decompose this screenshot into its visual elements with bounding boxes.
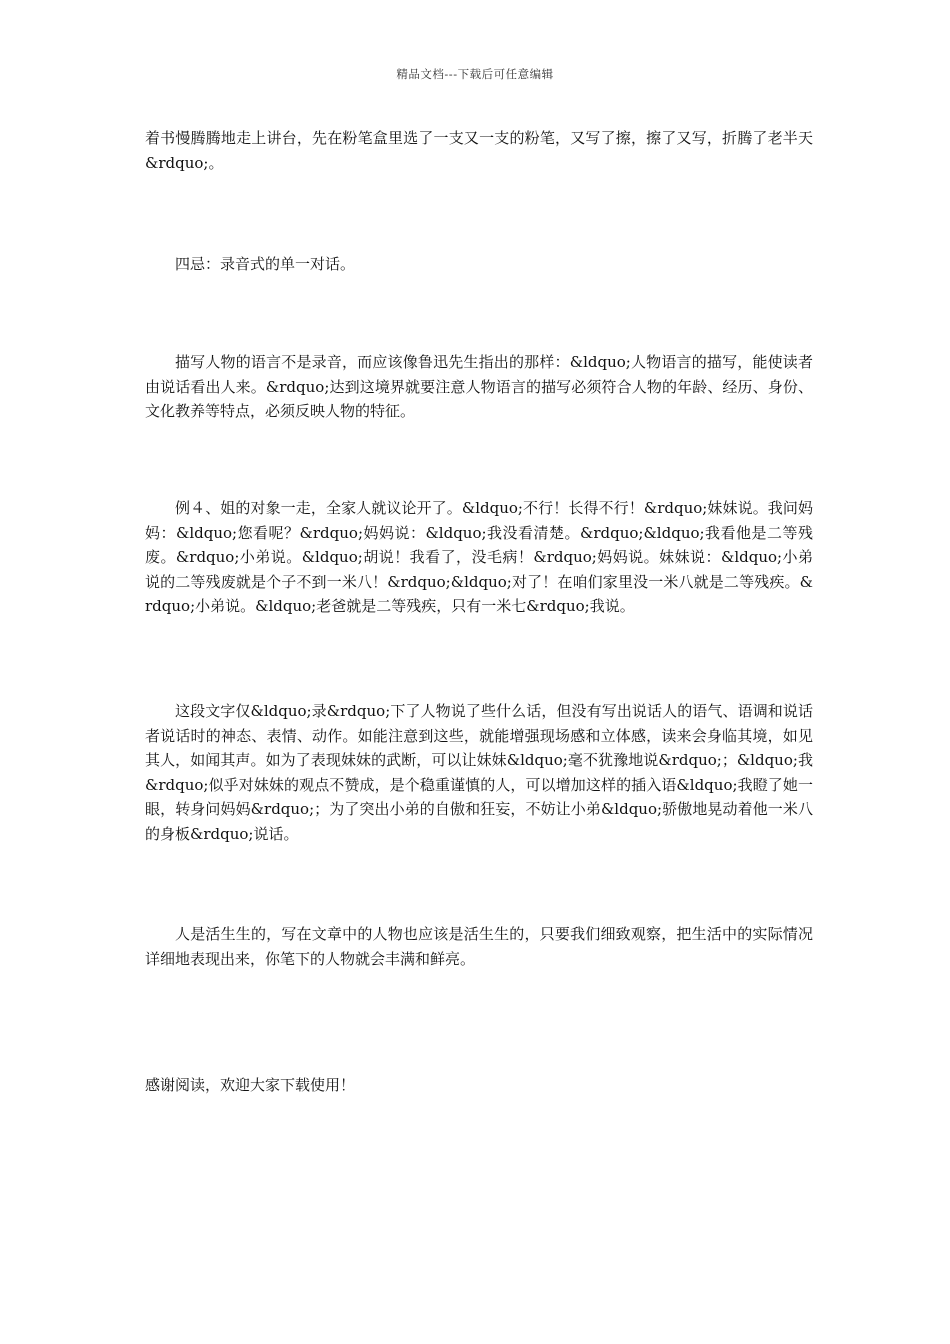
paragraph-continuation: 着书慢腾腾地走上讲台，先在粉笔盒里选了一支又一支的粉笔，又写了擦，擦了又写，折腾了老半天&rdquo;。 — [145, 129, 813, 172]
paragraph-analysis: 这段文字仅&ldquo;录&rdquo;下了人物说了些什么话，但没有写出说话人的语气、语调和说话者说话时的神态、表情、动作。如能注意到这些，就能增强现场感和立体感，读来会身临其境，如见其人，如闻其声。如为了表现妹妹的武断，可以让妹妹&ldquo;毫不犹豫地说&rdquo;；&ldquo;我&rdquo;似乎对妹妹的观点不赞成，是个稳重谨慎的人，可以增加这样的插入语&ldquo;我瞪了她一眼，转身问妈妈&rdquo;；为了突出小弟的自傲和狂妄，不妨让小弟&ldquo;骄傲地晃动着他一米八的身板&rdquo;说话。 — [145, 702, 813, 843]
paragraph-thanks: 感谢阅读，欢迎大家下载使用！ — [145, 1076, 356, 1094]
page-header: 精品文档---下载后可任意编辑 — [396, 67, 554, 81]
paragraph-section-heading: 四忌：录音式的单一对话。 — [175, 255, 356, 273]
paragraph-language-description: 描写人物的语言不是录音，而应该像鲁迅先生指出的那样：&ldquo;人物语言的描写，能使读者由说话看出人来。&rdquo;达到这境界就要注意人物语言的描写必须符合人物的年龄、经历、身份、文化教养等特点，必须反映人物的特征。 — [145, 353, 813, 420]
paragraph-example-4: 例４、姐的对象一走，全家人就议论开了。&ldquo;不行！长得不行！&rdquo;妹妹说。我问妈妈：&ldquo;您看呢？&rdquo;妈妈说：&ldquo;我没看清楚。&rdquo;&ldquo;我看他是二等残废。&rdquo;小弟说。&ldquo;胡说！我看了，没毛病！&rdquo;妈妈说。妹妹说：&ldquo;小弟说的二等残废就是个子不到一米八！&rdquo;&ldquo;对了！在咱们家里没一米八就是二等残疾。&rdquo;小弟说。&ldquo;老爸就是二等残疾，只有一米七&rdquo;我说。 — [145, 499, 813, 615]
paragraph-conclusion: 人是活生生的，写在文章中的人物也应该是活生生的，只要我们细致观察，把生活中的实际情况详细地表现出来，你笔下的人物就会丰满和鲜亮。 — [145, 925, 813, 968]
